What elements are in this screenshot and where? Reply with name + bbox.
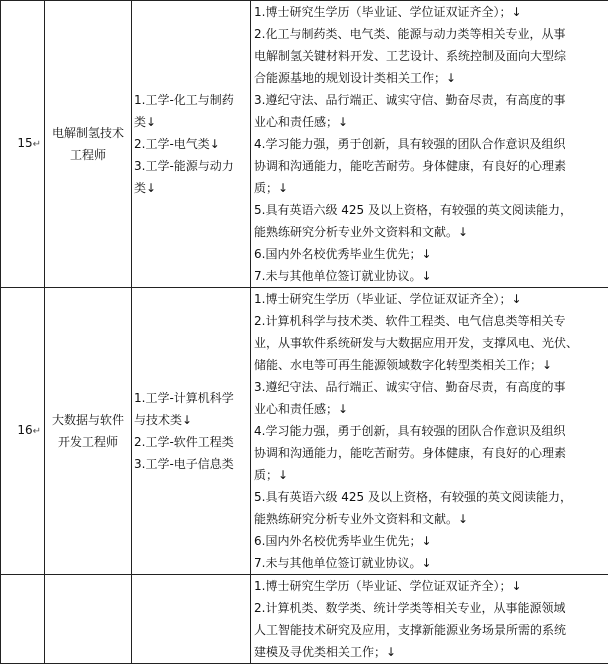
requirement-line: 3.遵纪守法、品行端正、诚实守信、勤奋尽责，有高度的事	[254, 89, 608, 111]
major-line: 2.工学-软件工程类	[134, 431, 250, 453]
position-name-cell	[45, 575, 132, 664]
requirement-line: 4.学习能力强，勇于创新，具有较强的团队合作意识及组织	[254, 420, 608, 442]
requirement-line: 人工智能技术研究及应用，支撑新能源业务场景所需的系统	[254, 619, 608, 641]
position-name-line: 工程师	[47, 144, 129, 166]
requirement-line: 能熟练研究分析专业外文资料和文献。↓	[254, 508, 608, 530]
majors-cell	[132, 288, 251, 575]
requirement-line: 协调和沟通能力，能吃苦耐劳。身体健康，有良好的心理素	[254, 442, 608, 464]
requirement-line: 2.计算机科学与技术类、软件工程类、电气信息类等相关专	[254, 310, 608, 332]
requirement-line: 4.学习能力强，勇于创新，具有较强的团队合作意识及组织	[254, 133, 608, 155]
major-line: 与技术类↓	[134, 409, 250, 431]
requirement-line: 2.计算机类、数学类、统计学类等相关专业，从事能源领域	[254, 597, 608, 619]
position-name-cell	[45, 288, 132, 575]
table-row	[1, 575, 608, 664]
table-row	[1, 288, 608, 575]
requirement-line: 质；↓	[254, 464, 608, 486]
row-number-cell	[1, 1, 45, 288]
requirement-line: 1.博士研究生学历（毕业证、学位证双证齐全）；↓	[254, 1, 608, 23]
majors-cell	[132, 1, 251, 288]
row-number: 15	[17, 136, 32, 150]
requirement-line: 2.化工与制药类、电气类、能源与动力类等相关专业，从事	[254, 23, 608, 45]
position-name-line: 大数据与软件	[47, 409, 129, 431]
requirement-line: 3.遵纪守法、品行端正、诚实守信、勤奋尽责，有高度的事	[254, 376, 608, 398]
major-line: 1.工学-化工与制药	[134, 89, 250, 111]
requirement-line: 建模及寻优类相关工作；↓	[254, 641, 608, 663]
requirements-cell	[251, 575, 608, 664]
requirement-line: 6.国内外名校优秀毕业生优先；↓	[254, 243, 608, 265]
requirement-line: 6.国内外名校优秀毕业生优先；↓	[254, 530, 608, 552]
requirement-line: 业心和责任感；↓	[254, 111, 608, 133]
major-line: 类↓	[134, 177, 250, 199]
requirement-line: 能熟练研究分析专业外文资料和文献。↓	[254, 221, 608, 243]
requirements-cell	[251, 1, 608, 288]
requirement-line: 电解制氢关键材料开发、工艺设计、系统控制及面向大型综	[254, 45, 608, 67]
row-number: 16	[17, 423, 32, 437]
requirement-line: 协调和沟通能力，能吃苦耐劳。身体健康，有良好的心理素	[254, 155, 608, 177]
cell-mark-icon: ↵	[33, 426, 41, 437]
requirements-cell	[251, 288, 608, 575]
major-line: 2.工学-电气类↓	[134, 133, 250, 155]
row-number-cell	[1, 288, 45, 575]
major-line: 3.工学-电子信息类	[134, 453, 250, 475]
position-name-line: 开发工程师	[47, 431, 129, 453]
requirement-line: 1.博士研究生学历（毕业证、学位证双证齐全）；↓	[254, 288, 608, 310]
cell-mark-icon: ↵	[33, 139, 41, 150]
requirement-line: 业，从事软件系统研发与大数据应用开发，支撑风电、光伏、	[254, 332, 608, 354]
requirement-line: 质；↓	[254, 177, 608, 199]
row-number-cell	[1, 575, 45, 664]
major-line: 3.工学-能源与动力	[134, 155, 250, 177]
requirement-line: 合能源基地的规划设计类相关工作；↓	[254, 67, 608, 89]
requirement-line: 1.博士研究生学历（毕业证、学位证双证齐全）；↓	[254, 575, 608, 597]
requirement-line: 业心和责任感；↓	[254, 398, 608, 420]
requirement-line: 7.未与其他单位签订就业协议。↓	[254, 552, 608, 574]
requirement-line: 5.具有英语六级 425 及以上资格，有较强的英文阅读能力，	[254, 486, 608, 508]
position-name-cell	[45, 1, 132, 288]
table-row	[1, 1, 608, 288]
major-line: 1.工学-计算机科学	[134, 387, 250, 409]
position-name-line: 电解制氢技术	[47, 122, 129, 144]
major-line: 类↓	[134, 111, 250, 133]
requirement-line: 5.具有英语六级 425 及以上资格，有较强的英文阅读能力，	[254, 199, 608, 221]
requirement-line: 7.未与其他单位签订就业协议。↓	[254, 265, 608, 287]
requirement-line: 储能、水电等可再生能源领域数字化转型类相关工作；↓	[254, 354, 608, 376]
majors-cell	[132, 575, 251, 664]
